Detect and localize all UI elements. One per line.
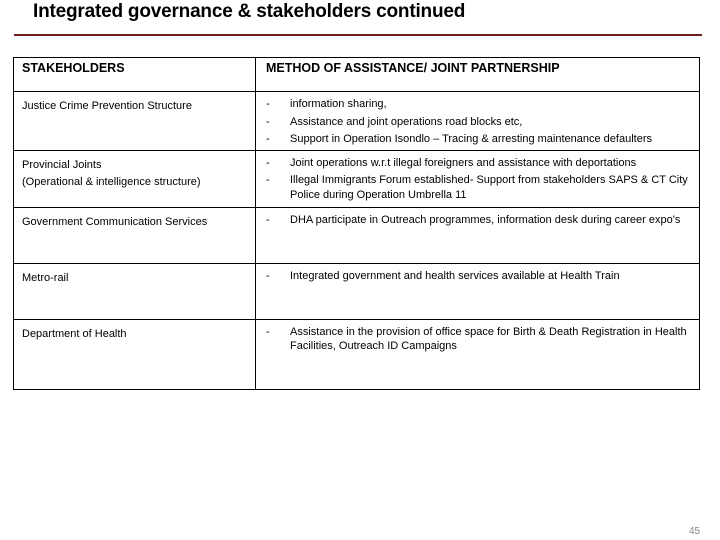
list-item	[266, 213, 691, 228]
method-cell	[256, 92, 700, 151]
list-item	[266, 156, 691, 171]
stakeholder-name: Justice Crime Prevention Structure	[22, 100, 192, 112]
table-header-row	[14, 58, 700, 92]
list-item	[266, 97, 691, 112]
stakeholder-name: Metro-rail	[22, 271, 69, 284]
stakeholder-name: Government Communication Services	[22, 215, 208, 228]
stakeholder-cell	[14, 319, 256, 389]
bullet-dash: -	[266, 156, 270, 169]
bullet-dash: -	[266, 133, 270, 145]
bullet-dash: -	[266, 213, 270, 226]
item-text: Assistance and joint operations road blocks etc,	[290, 115, 523, 128]
table-row	[14, 150, 700, 207]
header-method: METHOD OF ASSISTANCE/ JOINT PARTNERSHIP	[256, 58, 700, 92]
table-row	[14, 207, 700, 263]
stakeholders-table	[13, 57, 700, 390]
item-text: DHA participate in Outreach programmes, information desk during career expo's	[290, 213, 681, 226]
bullet-dash: -	[266, 269, 270, 282]
method-cell	[256, 319, 700, 389]
item-text: Assistance in the provision of office space for Birth & Death Registration in Health Facilities, Outreach ID Campaigns	[290, 325, 687, 352]
item-text: Joint operations w.r.t illegal foreigners and assistance with deportations	[290, 156, 637, 169]
stakeholder-cell	[14, 92, 256, 151]
stakeholder-name: Department of Health	[22, 327, 127, 340]
stakeholder-name: Provincial Joints	[22, 158, 102, 171]
list-item	[266, 325, 691, 354]
list-item	[266, 269, 691, 284]
stakeholder-subtitle: (Operational & intelligence structure)	[22, 175, 201, 188]
table-row	[14, 263, 700, 319]
method-cell	[256, 150, 700, 207]
stakeholder-cell	[14, 207, 256, 263]
method-cell	[256, 263, 700, 319]
page-number: 45	[689, 526, 701, 537]
method-cell	[256, 207, 700, 263]
slide-title: Integrated governance & stakeholders continued	[33, 1, 466, 22]
item-text: Support in Operation Isondlo – Tracing & arresting maintenance defaulters	[290, 133, 652, 145]
table-row	[14, 319, 700, 389]
bullet-dash: -	[266, 115, 270, 128]
bullet-dash: -	[266, 325, 270, 338]
bullet-dash: -	[266, 174, 270, 186]
table-row	[14, 92, 700, 151]
stakeholder-cell	[14, 150, 256, 207]
list-item	[266, 132, 691, 147]
stakeholder-cell	[14, 263, 256, 319]
bullet-dash: -	[266, 98, 270, 110]
item-text: information sharing,	[290, 98, 387, 110]
header-stakeholders: STAKEHOLDERS	[14, 58, 256, 92]
item-text: Integrated government and health services available at Health Train	[290, 269, 620, 282]
list-item	[266, 173, 691, 202]
item-text: Illegal Immigrants Forum established- Support from stakeholders SAPS & CT City Police during Operation Umbrella 11	[290, 174, 688, 201]
list-item	[266, 115, 691, 130]
title-divider	[14, 34, 702, 36]
